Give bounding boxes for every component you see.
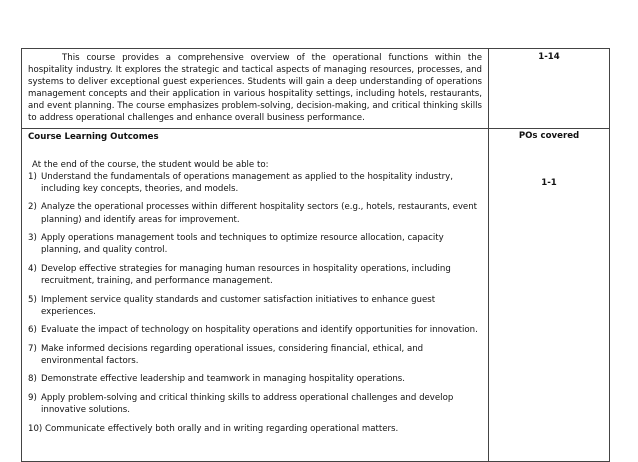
outcome-text: Demonstrate effective leadership and teamwork in managing hospitality operations.	[41, 374, 406, 385]
outcomes-heading: Course Learning Outcomes	[28, 131, 159, 142]
outcome-item	[28, 294, 482, 318]
pos-value: 1-1	[541, 177, 557, 188]
outcome-number: 7)	[28, 343, 37, 354]
outcome-list	[28, 171, 482, 435]
outcome-text: Understand the fundamentals of operations management as applied to the hospitality industry, including key concepts, theories, and models.	[41, 171, 454, 194]
outcome-number: 1)	[28, 171, 37, 182]
outcome-number: 8)	[28, 374, 37, 385]
outcome-item	[28, 201, 482, 225]
outcome-text: Communicate effectively both orally and in writing regarding operational matters.	[45, 423, 399, 434]
outcome-text: Implement service quality standards and customer satisfaction initiatives to enhance guest experiences.	[41, 294, 436, 317]
outcome-item	[28, 263, 482, 287]
outcomes-cell	[22, 128, 489, 462]
description-range: 1-14	[538, 52, 560, 62]
outcome-item	[28, 343, 482, 367]
outcome-text: Analyze the operational processes within different hospitality sectors (e.g., hotels, restaurants, event planning) and identify areas for improvement.	[41, 202, 478, 225]
outcome-item	[28, 232, 482, 256]
pos-cell	[489, 128, 610, 462]
pos-heading: POs covered	[518, 130, 580, 141]
outcome-item	[28, 324, 482, 336]
outcome-number: 5)	[28, 294, 37, 305]
outcome-text: Make informed decisions regarding operational issues, considering financial, ethical, and environmental factors.	[41, 343, 424, 366]
outcome-number: 9)	[28, 393, 37, 404]
outcome-number: 10)	[28, 423, 43, 434]
description-row	[22, 49, 610, 129]
outcomes-row	[22, 128, 610, 462]
description-cell	[22, 49, 489, 129]
course-table	[21, 48, 610, 462]
outcome-text: Develop effective strategies for managing human resources in hospitality operations, including recruitment, training, and performance management.	[41, 263, 451, 286]
outcome-text: Evaluate the impact of technology on hospitality operations and identify opportunities for innovation.	[41, 325, 478, 336]
outcome-text: Apply operations management tools and techniques to optimize resource allocation, capacity planning, and quality control.	[41, 233, 444, 256]
description-range-cell	[489, 49, 610, 129]
outcome-text: Apply problem-solving and critical thinking skills to address operational challenges and develop innovative solutions.	[41, 393, 454, 416]
outcome-number: 3)	[28, 233, 37, 244]
course-description: This course provides a comprehensive overview of the operational functions within the hospitality industry. It explores the strategic and tactical aspects of managing resources, processes, and systems to deliver exceptional guest experiences. Students will gain a deep understanding of operations management concepts and their application in various hospitality settings, including hotels, restaurants, and event planning. The course emphasizes problem-solving, decision-making, and critical thinking skills to address operational challenges and enhance overall business performance.	[28, 53, 482, 124]
outcome-number: 2)	[28, 202, 37, 213]
outcome-number: 4)	[28, 263, 37, 274]
outcome-item	[28, 423, 482, 435]
outcome-number: 6)	[28, 325, 37, 336]
outcome-item	[28, 373, 482, 385]
outcome-item	[28, 171, 482, 195]
outcome-item	[28, 392, 482, 416]
outcomes-intro: At the end of the course, the student would be able to:	[32, 159, 269, 170]
